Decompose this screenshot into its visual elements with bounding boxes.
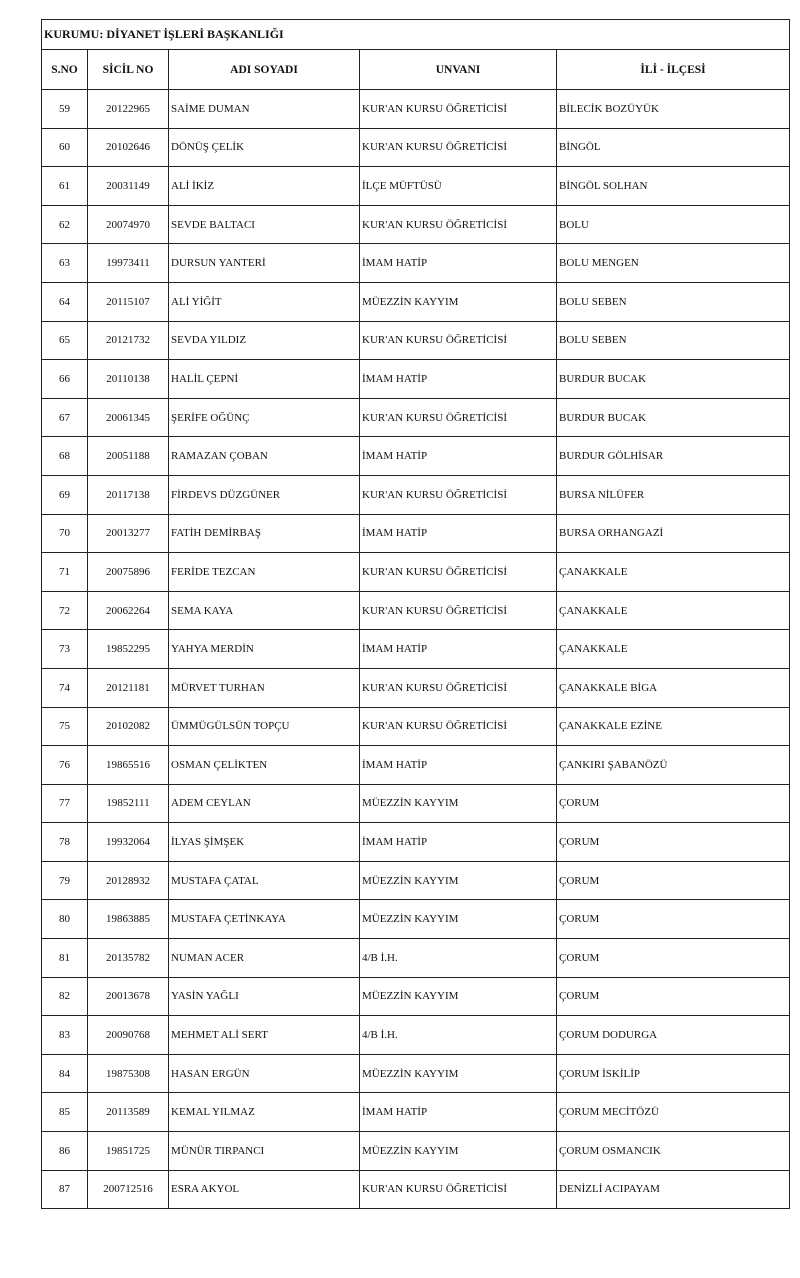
- cell-il: BİNGÖL: [557, 128, 790, 167]
- cell-sno: 60: [42, 128, 88, 167]
- header-sno: S.NO: [42, 50, 88, 90]
- cell-sicil: 20122965: [88, 90, 169, 129]
- cell-sno: 71: [42, 553, 88, 592]
- cell-unvan: İMAM HATİP: [360, 437, 557, 476]
- cell-sno: 65: [42, 321, 88, 360]
- cell-name: DURSUN YANTERİ: [169, 244, 360, 283]
- cell-sicil: 20113589: [88, 1093, 169, 1132]
- cell-sicil: 20061345: [88, 398, 169, 437]
- cell-il: ÇANAKKALE BİGA: [557, 668, 790, 707]
- column-header-row: [42, 50, 790, 90]
- cell-unvan: MÜEZZİN KAYYIM: [360, 861, 557, 900]
- cell-sicil: 19852295: [88, 630, 169, 669]
- cell-sno: 84: [42, 1054, 88, 1093]
- cell-sno: 79: [42, 861, 88, 900]
- cell-sno: 64: [42, 282, 88, 321]
- cell-sicil: 20051188: [88, 437, 169, 476]
- cell-il: ÇORUM DODURGA: [557, 1016, 790, 1055]
- cell-sno: 78: [42, 823, 88, 862]
- table-row: [42, 1054, 790, 1093]
- table-row: [42, 514, 790, 553]
- cell-sno: 83: [42, 1016, 88, 1055]
- cell-sicil: 19851725: [88, 1132, 169, 1171]
- cell-sicil: 20102082: [88, 707, 169, 746]
- cell-il: BURSA ORHANGAZİ: [557, 514, 790, 553]
- cell-il: BOLU SEBEN: [557, 321, 790, 360]
- cell-il: ÇORUM: [557, 861, 790, 900]
- cell-name: HASAN ERGÜN: [169, 1054, 360, 1093]
- cell-unvan: MÜEZZİN KAYYIM: [360, 1132, 557, 1171]
- cell-il: BURSA NİLÜFER: [557, 475, 790, 514]
- cell-sno: 72: [42, 591, 88, 630]
- table-row: [42, 939, 790, 978]
- table-row: [42, 475, 790, 514]
- cell-unvan: MÜEZZİN KAYYIM: [360, 784, 557, 823]
- cell-name: ALİ İKİZ: [169, 167, 360, 206]
- cell-unvan: KUR'AN KURSU ÖĞRETİCİSİ: [360, 128, 557, 167]
- table-row: [42, 244, 790, 283]
- cell-sicil: 20013678: [88, 977, 169, 1016]
- cell-name: MUSTAFA ÇATAL: [169, 861, 360, 900]
- cell-il: BURDUR GÖLHİSAR: [557, 437, 790, 476]
- cell-il: ÇORUM İSKİLİP: [557, 1054, 790, 1093]
- cell-sno: 87: [42, 1170, 88, 1209]
- header-il: İLİ - İLÇESİ: [557, 50, 790, 90]
- table-row: [42, 167, 790, 206]
- cell-sicil: 20121732: [88, 321, 169, 360]
- cell-sno: 69: [42, 475, 88, 514]
- cell-unvan: İMAM HATİP: [360, 244, 557, 283]
- cell-sno: 82: [42, 977, 88, 1016]
- cell-sno: 68: [42, 437, 88, 476]
- cell-sicil: 19932064: [88, 823, 169, 862]
- cell-sno: 81: [42, 939, 88, 978]
- cell-name: SEVDA YILDIZ: [169, 321, 360, 360]
- table-row: [42, 746, 790, 785]
- table-row: [42, 1132, 790, 1171]
- table-row: [42, 128, 790, 167]
- table-row: [42, 900, 790, 939]
- cell-sicil: 19863885: [88, 900, 169, 939]
- cell-sicil: 20128932: [88, 861, 169, 900]
- cell-il: ÇORUM: [557, 823, 790, 862]
- cell-sicil: 19852111: [88, 784, 169, 823]
- cell-name: NUMAN ACER: [169, 939, 360, 978]
- table-row: [42, 360, 790, 399]
- cell-name: İLYAS ŞİMŞEK: [169, 823, 360, 862]
- cell-sno: 66: [42, 360, 88, 399]
- cell-sicil: 20121181: [88, 668, 169, 707]
- cell-unvan: KUR'AN KURSU ÖĞRETİCİSİ: [360, 205, 557, 244]
- cell-name: KEMAL YILMAZ: [169, 1093, 360, 1132]
- table-row: [42, 90, 790, 129]
- table-row: [42, 553, 790, 592]
- cell-sno: 61: [42, 167, 88, 206]
- table-row: [42, 1093, 790, 1132]
- cell-sicil: 19875308: [88, 1054, 169, 1093]
- cell-sno: 63: [42, 244, 88, 283]
- cell-il: ÇANAKKALE EZİNE: [557, 707, 790, 746]
- cell-name: SEMA KAYA: [169, 591, 360, 630]
- cell-unvan: MÜEZZİN KAYYIM: [360, 977, 557, 1016]
- cell-il: ÇANAKKALE: [557, 591, 790, 630]
- table-row: [42, 437, 790, 476]
- table-row: [42, 1170, 790, 1209]
- cell-unvan: MÜEZZİN KAYYIM: [360, 900, 557, 939]
- cell-il: ÇANAKKALE: [557, 553, 790, 592]
- cell-sicil: 20115107: [88, 282, 169, 321]
- cell-unvan: İMAM HATİP: [360, 360, 557, 399]
- cell-il: ÇORUM: [557, 784, 790, 823]
- cell-il: BİLECİK BOZÜYÜK: [557, 90, 790, 129]
- cell-unvan: KUR'AN KURSU ÖĞRETİCİSİ: [360, 1170, 557, 1209]
- table-row: [42, 321, 790, 360]
- cell-unvan: İMAM HATİP: [360, 823, 557, 862]
- institution-title: KURUMU: DİYANET İŞLERİ BAŞKANLIĞI: [42, 20, 790, 50]
- cell-name: SEVDE BALTACI: [169, 205, 360, 244]
- cell-unvan: KUR'AN KURSU ÖĞRETİCİSİ: [360, 553, 557, 592]
- table-row: [42, 707, 790, 746]
- cell-sno: 76: [42, 746, 88, 785]
- cell-sicil: 20110138: [88, 360, 169, 399]
- cell-name: ALİ YİĞİT: [169, 282, 360, 321]
- cell-il: ÇANAKKALE: [557, 630, 790, 669]
- cell-sicil: 20135782: [88, 939, 169, 978]
- cell-name: ŞERİFE OĞÜNÇ: [169, 398, 360, 437]
- personnel-table: [41, 19, 790, 1209]
- cell-sicil: 20013277: [88, 514, 169, 553]
- cell-unvan: İLÇE MÜFTÜSÜ: [360, 167, 557, 206]
- cell-sno: 59: [42, 90, 88, 129]
- cell-sicil: 19865516: [88, 746, 169, 785]
- cell-name: MEHMET ALİ SERT: [169, 1016, 360, 1055]
- cell-sicil: 20062264: [88, 591, 169, 630]
- table-row: [42, 205, 790, 244]
- cell-unvan: MÜEZZİN KAYYIM: [360, 282, 557, 321]
- cell-name: MÜRVET TURHAN: [169, 668, 360, 707]
- cell-il: ÇORUM: [557, 900, 790, 939]
- cell-unvan: 4/B İ.H.: [360, 939, 557, 978]
- cell-unvan: KUR'AN KURSU ÖĞRETİCİSİ: [360, 398, 557, 437]
- cell-unvan: İMAM HATİP: [360, 630, 557, 669]
- cell-name: FERİDE TEZCAN: [169, 553, 360, 592]
- cell-sicil: 20031149: [88, 167, 169, 206]
- cell-unvan: KUR'AN KURSU ÖĞRETİCİSİ: [360, 475, 557, 514]
- cell-sno: 85: [42, 1093, 88, 1132]
- cell-name: ESRA AKYOL: [169, 1170, 360, 1209]
- table-row: [42, 630, 790, 669]
- cell-sno: 75: [42, 707, 88, 746]
- header-sicil: SİCİL NO: [88, 50, 169, 90]
- cell-sicil: 20102646: [88, 128, 169, 167]
- cell-name: DÖNÜŞ ÇELİK: [169, 128, 360, 167]
- cell-il: BURDUR BUCAK: [557, 398, 790, 437]
- cell-name: SAİME DUMAN: [169, 90, 360, 129]
- cell-sno: 74: [42, 668, 88, 707]
- cell-name: ADEM CEYLAN: [169, 784, 360, 823]
- cell-il: BOLU MENGEN: [557, 244, 790, 283]
- cell-il: ÇORUM MECİTÖZÜ: [557, 1093, 790, 1132]
- cell-unvan: 4/B İ.H.: [360, 1016, 557, 1055]
- cell-name: YASİN YAĞLI: [169, 977, 360, 1016]
- table-row: [42, 668, 790, 707]
- cell-il: BOLU SEBEN: [557, 282, 790, 321]
- cell-unvan: KUR'AN KURSU ÖĞRETİCİSİ: [360, 707, 557, 746]
- header-name: ADI SOYADI: [169, 50, 360, 90]
- cell-unvan: İMAM HATİP: [360, 746, 557, 785]
- cell-sicil: 20117138: [88, 475, 169, 514]
- table-row: [42, 1016, 790, 1055]
- cell-unvan: KUR'AN KURSU ÖĞRETİCİSİ: [360, 591, 557, 630]
- table-row: [42, 591, 790, 630]
- cell-il: DENİZLİ ACIPAYAM: [557, 1170, 790, 1209]
- cell-unvan: İMAM HATİP: [360, 514, 557, 553]
- cell-il: BOLU: [557, 205, 790, 244]
- cell-il: ÇANKIRI ŞABANÖZÜ: [557, 746, 790, 785]
- cell-name: OSMAN ÇELİKTEN: [169, 746, 360, 785]
- cell-name: YAHYA MERDİN: [169, 630, 360, 669]
- table-row: [42, 977, 790, 1016]
- cell-unvan: MÜEZZİN KAYYIM: [360, 1054, 557, 1093]
- cell-name: FİRDEVS DÜZGÜNER: [169, 475, 360, 514]
- cell-name: RAMAZAN ÇOBAN: [169, 437, 360, 476]
- table-row: [42, 398, 790, 437]
- cell-il: ÇORUM OSMANCIK: [557, 1132, 790, 1171]
- header-unvan: UNVANI: [360, 50, 557, 90]
- table-row: [42, 861, 790, 900]
- cell-sicil: 200712516: [88, 1170, 169, 1209]
- cell-unvan: KUR'AN KURSU ÖĞRETİCİSİ: [360, 90, 557, 129]
- cell-sno: 86: [42, 1132, 88, 1171]
- cell-il: ÇORUM: [557, 977, 790, 1016]
- cell-unvan: KUR'AN KURSU ÖĞRETİCİSİ: [360, 321, 557, 360]
- cell-sicil: 20075896: [88, 553, 169, 592]
- cell-name: MUSTAFA ÇETİNKAYA: [169, 900, 360, 939]
- cell-sno: 77: [42, 784, 88, 823]
- institution-row: [42, 20, 790, 50]
- cell-sno: 70: [42, 514, 88, 553]
- cell-sicil: 19973411: [88, 244, 169, 283]
- table-row: [42, 784, 790, 823]
- table-row: [42, 282, 790, 321]
- cell-il: BİNGÖL SOLHAN: [557, 167, 790, 206]
- cell-name: HALİL ÇEPNİ: [169, 360, 360, 399]
- cell-unvan: KUR'AN KURSU ÖĞRETİCİSİ: [360, 668, 557, 707]
- cell-sno: 62: [42, 205, 88, 244]
- table-row: [42, 823, 790, 862]
- cell-sno: 67: [42, 398, 88, 437]
- table-body: [42, 90, 790, 1209]
- cell-name: FATİH DEMİRBAŞ: [169, 514, 360, 553]
- cell-sicil: 20090768: [88, 1016, 169, 1055]
- cell-sno: 80: [42, 900, 88, 939]
- cell-sno: 73: [42, 630, 88, 669]
- cell-name: MÜNÜR TIRPANCI: [169, 1132, 360, 1171]
- cell-sicil: 20074970: [88, 205, 169, 244]
- cell-name: ÜMMÜGÜLSÜN TOPÇU: [169, 707, 360, 746]
- cell-il: BURDUR BUCAK: [557, 360, 790, 399]
- cell-il: ÇORUM: [557, 939, 790, 978]
- cell-unvan: İMAM HATİP: [360, 1093, 557, 1132]
